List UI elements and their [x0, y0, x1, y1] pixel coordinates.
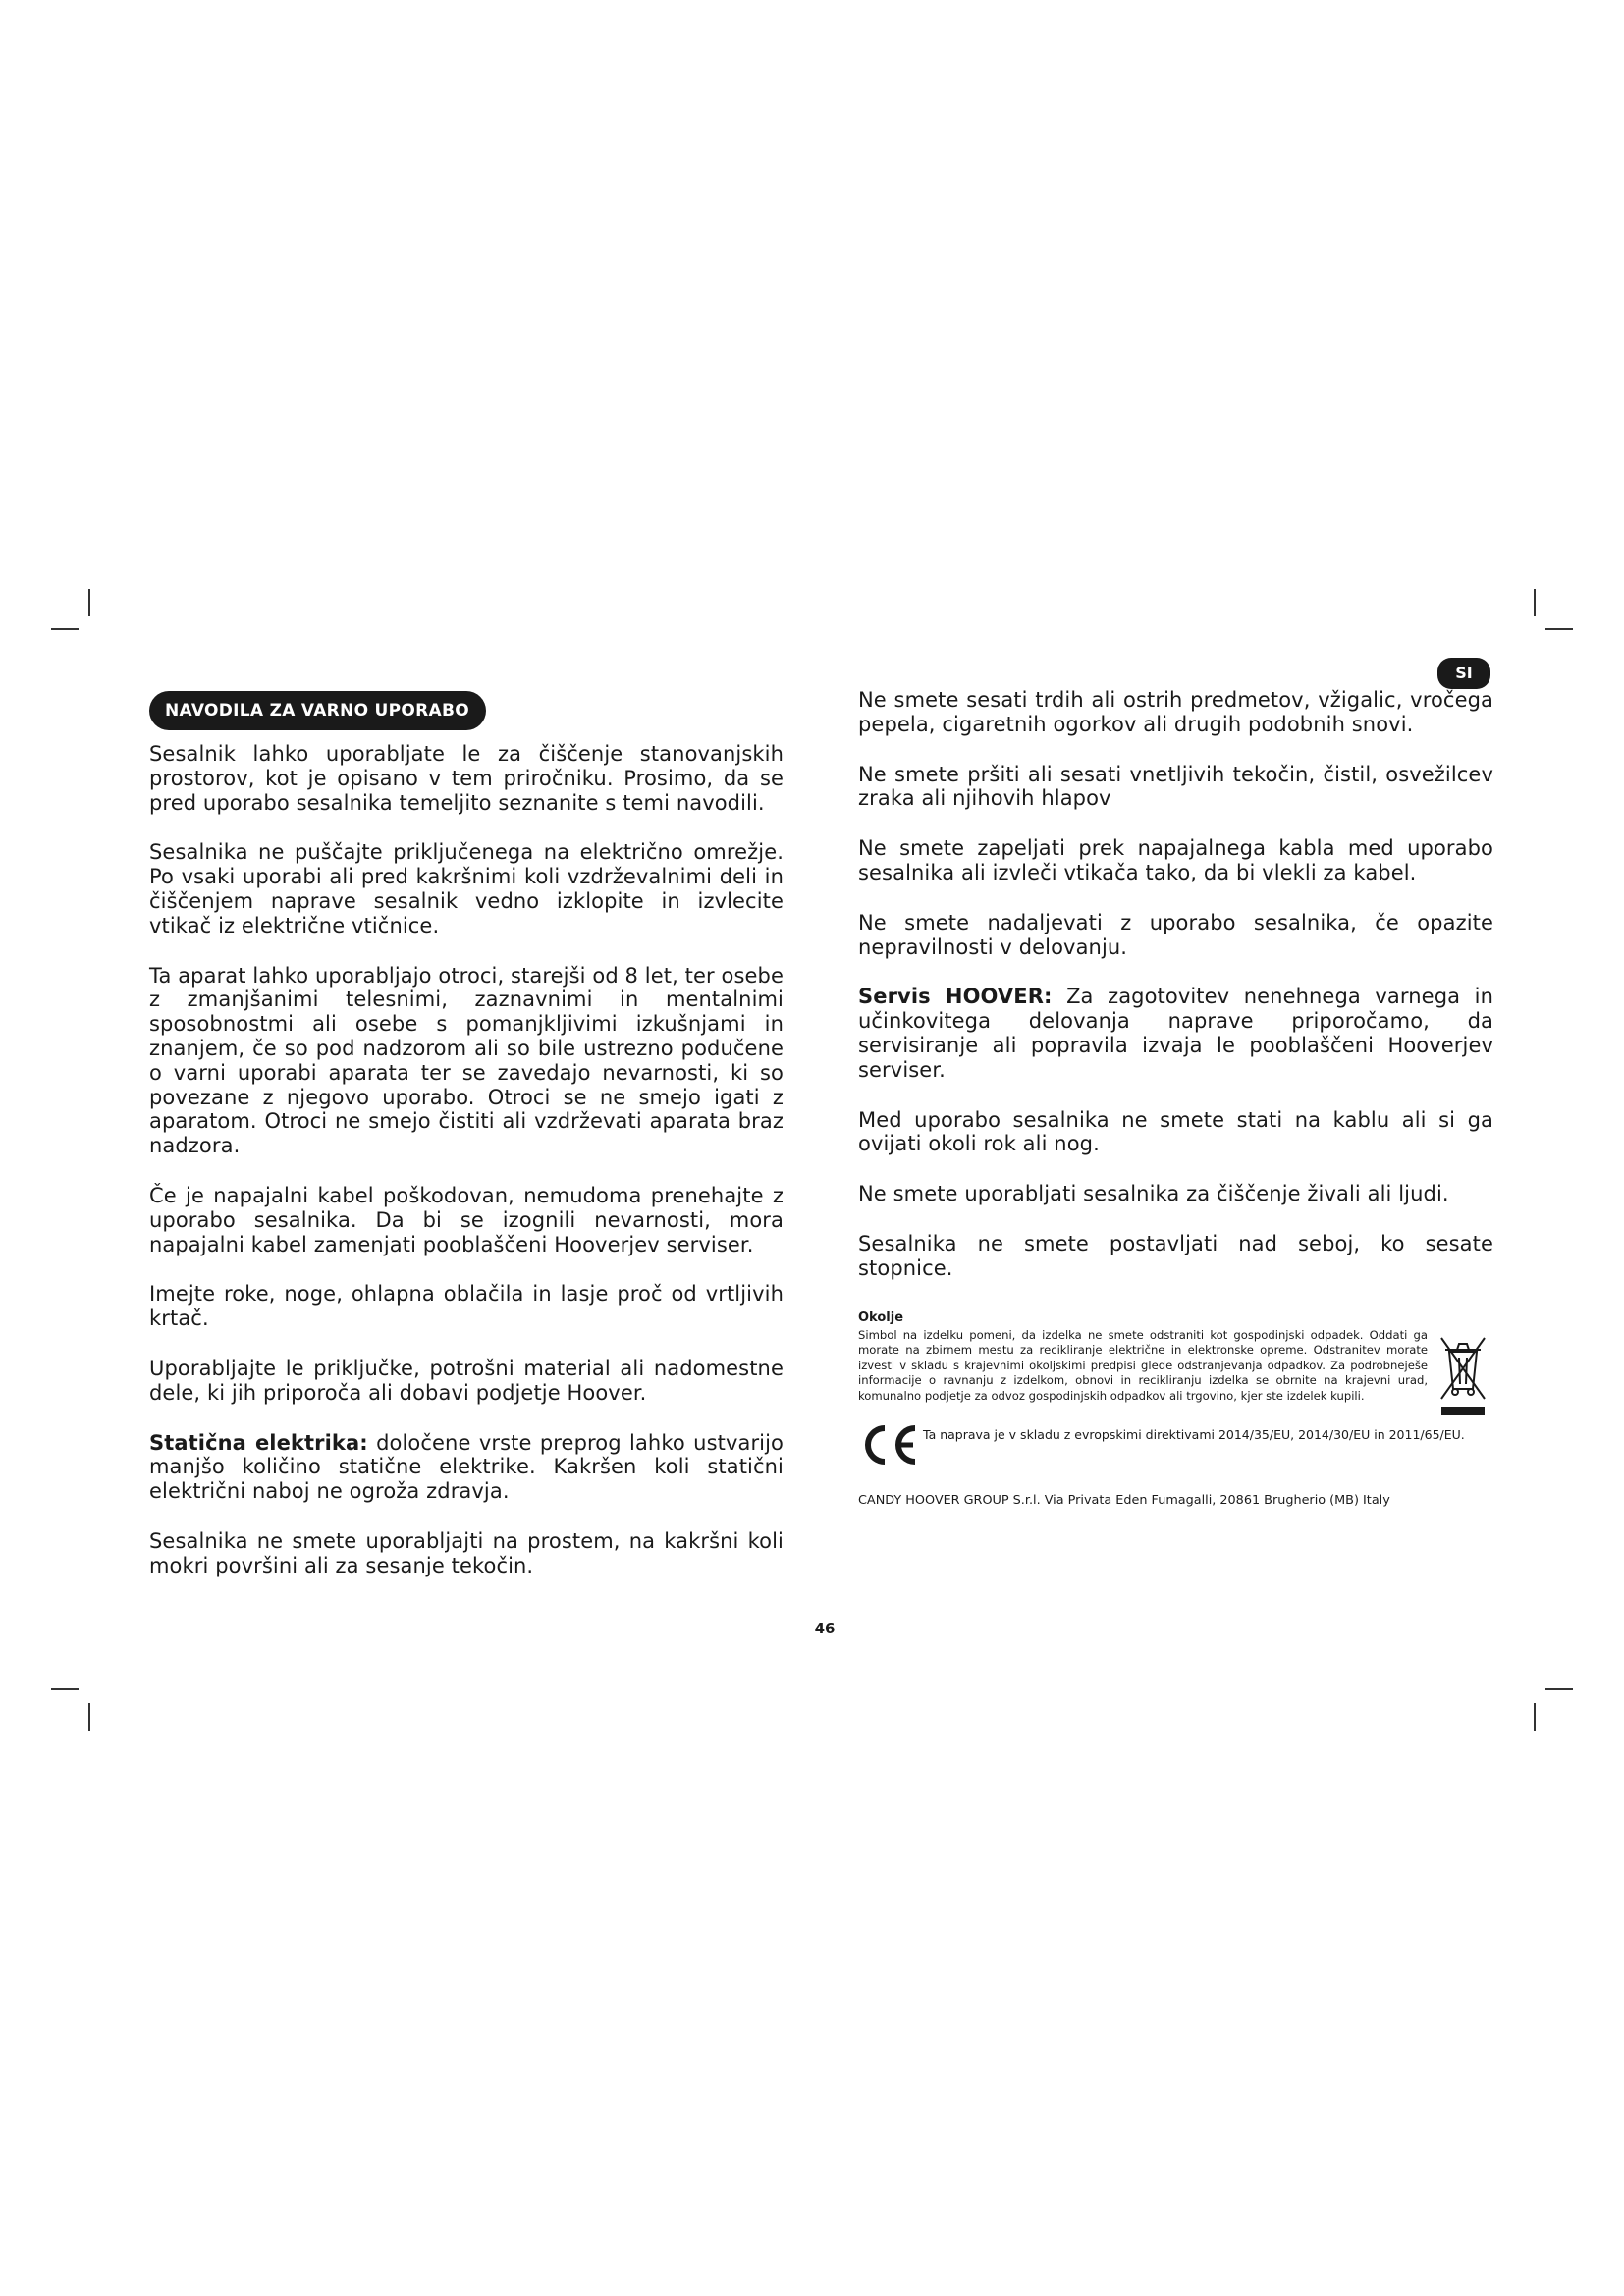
environment-title: Okolje: [858, 1309, 904, 1325]
crop-mark: [88, 589, 90, 616]
paragraph: Sesalnika ne smete uporabljajti na prostem, na kakršni koli mokri površini ali za sesanje tekočin.: [149, 1528, 784, 1577]
paragraph: Servis HOOVER: Za zagotovitev nenehnega varnega in učinkovitega delovanja naprave priporočamo, da servisiranje ali popravila izvaja le pooblaščeni Hooverjev serviser.: [858, 985, 1494, 1082]
left-column: [149, 742, 784, 1604]
paragraph: Sesalnik lahko uporabljate le za čiščenje stanovanjskih prostorov, kot je opisano v tem priročniku. Prosimo, da se pred uporabo sesalnika temeljito seznanite s temi navodili.: [149, 742, 784, 815]
paragraph: Statična elektrika: določene vrste preprog lahko ustvarijo manjšo količino statične elektrike. Kakršen koli statični električni naboj ne ogroža zdravja.: [149, 1430, 784, 1504]
crop-mark: [51, 1688, 79, 1690]
paragraph: Ne smete nadaljevati z uporabo sesalnika, če opazite nepravilnosti v delovanju.: [858, 910, 1493, 959]
ce-mark-icon: [858, 1422, 921, 1468]
paragraph: Ne smete sesati trdih ali ostrih predmetov, vžigalic, vročega pepela, cigaretnih ogorkov ali drugih podobnih snovi.: [858, 688, 1493, 736]
paragraph: Če je napajalni kabel poškodovan, nemudoma prenehajte z uporabo sesalnika. Da bi se izognili nevarnosti, mora napajalni kabel zamenjati pooblaščeni Hooverjev serviser.: [149, 1183, 784, 1256]
language-badge: SI: [1437, 658, 1490, 689]
paragraph: Ne smete pršiti ali sesati vnetljivih tekočin, čistil, osvežilcev zraka ali njihovih hlapov: [858, 762, 1493, 811]
crop-mark: [88, 1703, 90, 1731]
crop-mark: [1545, 1688, 1573, 1690]
crop-mark: [1534, 589, 1536, 616]
right-column: [858, 688, 1493, 1509]
crop-mark: [1545, 628, 1573, 630]
paragraph: Sesalnika ne puščajte priključenega na električno omrežje. Po vsaki uporabi ali pred kakršnimi koli vzdrževalnimi deli in čiščenjem naprave sesalnik vedno izklopite in izvlecite vtikač iz električne vtičnice.: [149, 840, 784, 937]
page-number: 46: [814, 1620, 836, 1637]
ce-row: [858, 1422, 1493, 1471]
environment-text: Simbol na izdelku pomeni, da izdelka ne smete odstraniti kot gospodinjski odpadek. Oddati ga morate na zbirnem mestu za recikliranje električne in elektronske opreme. Odstranitev morate izvesti v skladu s krajevnimi okoljskimi predpisi glede odstranjevanja odpadkov. Za podrobneješe informacije o ravnanju z izdelkom, obnovi in recikliranju izdelka se obrnite na krajevni urad, komunalno podjetje za odvoz gospodinjskih odpadkov ali trgovino, kjer ste izdelek kupili.: [858, 1327, 1428, 1403]
paragraph: Ne smete uporabljati sesalnika za čiščenje živali ali ljudi.: [858, 1182, 1449, 1206]
crop-mark: [51, 628, 79, 630]
environment-block: [858, 1328, 1493, 1405]
paragraph: Ta aparat lahko uporabljajo otroci, starejši od 8 let, ter osebe z zmanjšanimi telesnimi, zaznavnimi in mentalnimi sposobnostmi ali osebe s pomanjkljivimi izkušnjami in znanjem, če so pod nadzorom ali so bile ustrezno podučene o varni uporabi aparata ter se zavedajo nevarnosti, ki so povezane z njegovo uporabo. Otroci se ne smejo igati z aparatom. Otroci ne smejo čistiti ali vzdrževati aparata braz nadzora.: [149, 963, 784, 1158]
section-title: NAVODILA ZA VARNO UPORABO: [149, 691, 486, 730]
crop-mark: [1534, 1703, 1536, 1731]
paragraph: Imejte roke, noge, ohlapna oblačila in lasje proč od vrtljivih krtač.: [149, 1282, 784, 1331]
company-address: CANDY HOOVER GROUP S.r.l. Via Privata Eden Fumagalli, 20861 Brugherio (MB) Italy: [858, 1492, 1390, 1508]
paragraph: Ne smete zapeljati prek napajalnega kabla med uporabo sesalnika ali izvleči vtikača tako, da bi vlekli za kabel.: [858, 836, 1493, 884]
ce-text: Ta naprava je v skladu z evropskimi direktivami 2014/35/EU, 2014/30/EU in 2011/65/EU.: [923, 1426, 1465, 1442]
paragraph: Sesalnika ne smete postavljati nad seboj, ko sesate stopnice.: [858, 1231, 1493, 1280]
paragraph: Med uporabo sesalnika ne smete stati na kablu ali si ga ovijati okoli rok ali nog.: [858, 1107, 1493, 1156]
weee-crossed-bin-icon: [1437, 1330, 1489, 1418]
paragraph: Uporabljajte le priključke, potrošni material ali nadomestne dele, ki jih priporoča ali dobavi podjetje Hoover.: [149, 1356, 784, 1405]
